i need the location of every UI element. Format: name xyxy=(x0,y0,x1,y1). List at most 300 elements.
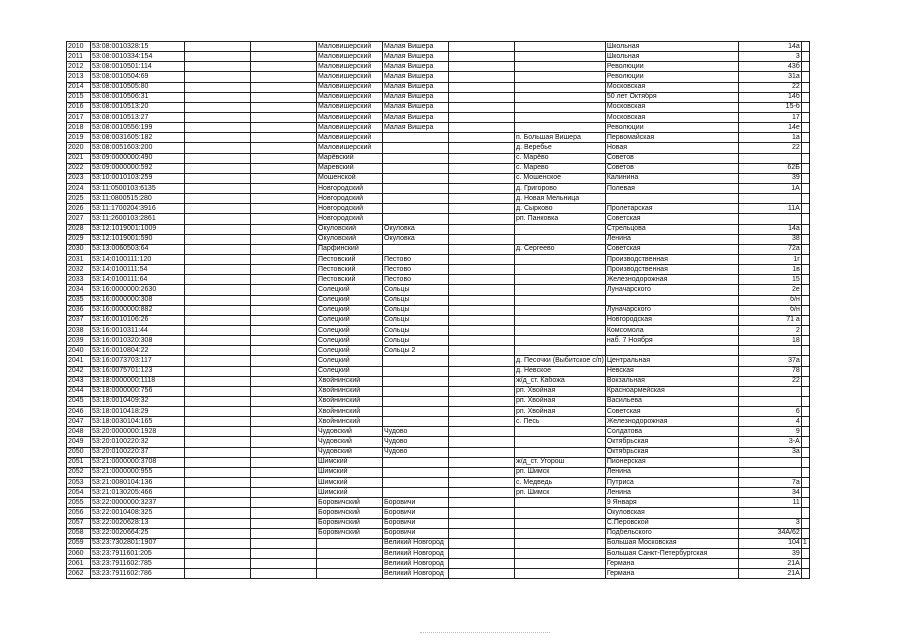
city-cell: Сольцы xyxy=(383,285,449,295)
house-cell: 15-б xyxy=(738,102,801,112)
street-cell: Германа xyxy=(605,569,738,579)
district-cell: Хвойнинский xyxy=(317,396,383,406)
blank-col-3-cell xyxy=(449,396,515,406)
locality-cell: ж/д_ст. Угорош xyxy=(515,457,606,467)
district-cell: Чудовский xyxy=(317,427,383,437)
street-cell: 9 Января xyxy=(605,498,738,508)
district-cell: Парфинский xyxy=(317,244,383,254)
street-cell: Вокзальная xyxy=(605,376,738,386)
blank-col-2-cell xyxy=(251,123,317,133)
locality-cell xyxy=(515,52,606,62)
locality-cell: с. Марёво xyxy=(515,153,606,163)
district-cell: Чудовский xyxy=(317,447,383,457)
extra-cell xyxy=(801,457,809,467)
blank-col-2-cell xyxy=(251,386,317,396)
locality-cell: рп. Шимск xyxy=(515,467,606,477)
table-row xyxy=(67,305,810,315)
street-cell: Центральная xyxy=(605,356,738,366)
table-row xyxy=(67,62,810,72)
row-number-cell: 2040 xyxy=(67,346,91,356)
street-cell: Революции xyxy=(605,62,738,72)
extra-cell xyxy=(801,569,809,579)
extra-cell xyxy=(801,478,809,488)
blank-col-3-cell xyxy=(449,92,515,102)
house-cell: 22 xyxy=(738,376,801,386)
blank-col-3-cell xyxy=(449,143,515,153)
street-cell: Железнодорожная xyxy=(605,275,738,285)
row-number-cell: 2057 xyxy=(67,518,91,528)
district-cell: Окуловский xyxy=(317,224,383,234)
blank-col-2-cell xyxy=(251,42,317,52)
blank-col-3-cell xyxy=(449,336,515,346)
row-number-cell: 2053 xyxy=(67,478,91,488)
blank-col-1-cell xyxy=(185,386,251,396)
cadastral-number-cell: 53:16:0010311:44 xyxy=(91,325,185,335)
city-cell: Боровичи xyxy=(383,518,449,528)
locality-cell: д. Сергеево xyxy=(515,244,606,254)
district-cell: Хвойнинский xyxy=(317,386,383,396)
blank-col-2-cell xyxy=(251,447,317,457)
extra-cell xyxy=(801,62,809,72)
street-cell: Комсомола xyxy=(605,325,738,335)
blank-col-1-cell xyxy=(185,437,251,447)
house-cell: 15 xyxy=(738,275,801,285)
blank-col-2-cell xyxy=(251,133,317,143)
district-cell: Маловишерский xyxy=(317,102,383,112)
city-cell: Сольцы xyxy=(383,305,449,315)
house-cell xyxy=(738,508,801,518)
table-row xyxy=(67,559,810,569)
row-number-cell: 2026 xyxy=(67,204,91,214)
locality-cell xyxy=(515,346,606,356)
city-cell: Пестово xyxy=(383,254,449,264)
street-cell xyxy=(605,194,738,204)
locality-cell: с. Мошенское xyxy=(515,173,606,183)
cadastral-number-cell: 53:12:1019001:590 xyxy=(91,234,185,244)
house-cell: 17 xyxy=(738,112,801,122)
locality-cell xyxy=(515,275,606,285)
blank-col-3-cell xyxy=(449,173,515,183)
district-cell: Маловишерский xyxy=(317,143,383,153)
extra-cell xyxy=(801,183,809,193)
extra-cell xyxy=(801,265,809,275)
blank-col-3-cell xyxy=(449,569,515,579)
blank-col-2-cell xyxy=(251,224,317,234)
table-row xyxy=(67,478,810,488)
city-cell: Малая Вишера xyxy=(383,72,449,82)
locality-cell xyxy=(515,528,606,538)
row-number-cell: 2038 xyxy=(67,325,91,335)
extra-cell xyxy=(801,325,809,335)
city-cell xyxy=(383,173,449,183)
house-cell xyxy=(738,194,801,204)
cadastral-number-cell: 53:22:0000000:3237 xyxy=(91,498,185,508)
district-cell: Солецкий xyxy=(317,356,383,366)
cadastral-number-cell: 53:14:0100111:54 xyxy=(91,265,185,275)
blank-col-2-cell xyxy=(251,518,317,528)
house-cell: 39 xyxy=(738,549,801,559)
blank-col-2-cell xyxy=(251,488,317,498)
street-cell: Красноармейская xyxy=(605,386,738,396)
table-row xyxy=(67,396,810,406)
city-cell: Окуловка xyxy=(383,234,449,244)
blank-col-2-cell xyxy=(251,549,317,559)
house-cell: 78 xyxy=(738,366,801,376)
house-cell: 3а xyxy=(738,447,801,457)
locality-cell xyxy=(515,92,606,102)
blank-col-1-cell xyxy=(185,549,251,559)
blank-col-1-cell xyxy=(185,518,251,528)
extra-cell xyxy=(801,204,809,214)
street-cell: Советов xyxy=(605,153,738,163)
extra-cell xyxy=(801,305,809,315)
blank-col-2-cell xyxy=(251,163,317,173)
city-cell: Чудово xyxy=(383,427,449,437)
city-cell xyxy=(383,153,449,163)
table-row xyxy=(67,437,810,447)
house-cell: 1в xyxy=(738,265,801,275)
blank-col-3-cell xyxy=(449,42,515,52)
table-row xyxy=(67,224,810,234)
cadastral-number-cell: 53:22:0010408:325 xyxy=(91,508,185,518)
locality-cell: д. Песочки (Выбитское с/п) xyxy=(515,356,606,366)
city-cell: Сольцы xyxy=(383,336,449,346)
blank-col-2-cell xyxy=(251,143,317,153)
blank-col-2-cell xyxy=(251,396,317,406)
house-cell: 14а xyxy=(738,224,801,234)
blank-col-2-cell xyxy=(251,336,317,346)
street-cell: Производственная xyxy=(605,265,738,275)
house-cell: 37а xyxy=(738,356,801,366)
blank-col-1-cell xyxy=(185,376,251,386)
row-number-cell: 2027 xyxy=(67,214,91,224)
blank-col-1-cell xyxy=(185,244,251,254)
locality-cell: д. Невское xyxy=(515,366,606,376)
city-cell xyxy=(383,488,449,498)
street-cell: Большая Московская xyxy=(605,538,738,548)
cadastral-number-cell: 53:23:7302801:1907 xyxy=(91,538,185,548)
row-number-cell: 2058 xyxy=(67,528,91,538)
house-cell: 11А xyxy=(738,204,801,214)
house-cell: б/н xyxy=(738,295,801,305)
blank-col-2-cell xyxy=(251,528,317,538)
extra-cell xyxy=(801,42,809,52)
table-row xyxy=(67,569,810,579)
city-cell: Великий Новгород xyxy=(383,569,449,579)
street-cell: Солдатова xyxy=(605,427,738,437)
city-cell: Великий Новгород xyxy=(383,549,449,559)
city-cell: Малая Вишера xyxy=(383,102,449,112)
city-cell: Сольцы xyxy=(383,315,449,325)
row-number-cell: 2062 xyxy=(67,569,91,579)
city-cell: Малая Вишера xyxy=(383,62,449,72)
street-cell: Производственная xyxy=(605,254,738,264)
blank-col-3-cell xyxy=(449,123,515,133)
locality-cell xyxy=(515,224,606,234)
blank-col-1-cell xyxy=(185,315,251,325)
city-cell xyxy=(383,204,449,214)
row-number-cell: 2021 xyxy=(67,153,91,163)
table-row xyxy=(67,386,810,396)
extra-cell xyxy=(801,508,809,518)
locality-cell xyxy=(515,265,606,275)
house-cell: 3-А xyxy=(738,437,801,447)
extra-cell xyxy=(801,336,809,346)
city-cell: Малая Вишера xyxy=(383,92,449,102)
cadastral-number-cell: 53:23:7911601:205 xyxy=(91,549,185,559)
street-cell: Ленина xyxy=(605,234,738,244)
blank-col-3-cell xyxy=(449,427,515,437)
table-row xyxy=(67,467,810,477)
city-cell: Малая Вишера xyxy=(383,52,449,62)
district-cell: Маловишерский xyxy=(317,133,383,143)
locality-cell xyxy=(515,234,606,244)
cadastral-number-cell: 53:16:0010320:308 xyxy=(91,336,185,346)
blank-col-3-cell xyxy=(449,183,515,193)
blank-col-1-cell xyxy=(185,325,251,335)
district-cell: Боровичский xyxy=(317,508,383,518)
cadastral-number-cell: 53:11:1700204:3916 xyxy=(91,204,185,214)
district-cell: Маловишерский xyxy=(317,52,383,62)
cadastral-number-cell: 53:11:0800515:280 xyxy=(91,194,185,204)
table-row xyxy=(67,82,810,92)
table-row xyxy=(67,528,810,538)
locality-cell xyxy=(515,305,606,315)
street-cell: наб. 7 Ноября xyxy=(605,336,738,346)
house-cell: 39 xyxy=(738,173,801,183)
blank-col-3-cell xyxy=(449,62,515,72)
cadastral-number-cell: 53:16:0073703:117 xyxy=(91,356,185,366)
street-cell: Большая Санкт-Петербургская xyxy=(605,549,738,559)
blank-col-2-cell xyxy=(251,275,317,285)
district-cell: Маловишерский xyxy=(317,92,383,102)
district-cell: Шимский xyxy=(317,478,383,488)
table-row xyxy=(67,153,810,163)
blank-col-1-cell xyxy=(185,265,251,275)
district-cell: Новгородский xyxy=(317,183,383,193)
cadastral-number-cell: 53:09:0000000:490 xyxy=(91,153,185,163)
cadastral-number-cell: 53:08:0010556:199 xyxy=(91,123,185,133)
locality-cell xyxy=(515,62,606,72)
blank-col-2-cell xyxy=(251,153,317,163)
street-cell: Революции xyxy=(605,72,738,82)
cadastral-number-cell: 53:08:0010506:31 xyxy=(91,92,185,102)
city-cell: Пестово xyxy=(383,265,449,275)
blank-col-1-cell xyxy=(185,366,251,376)
blank-col-3-cell xyxy=(449,305,515,315)
blank-col-1-cell xyxy=(185,102,251,112)
blank-col-2-cell xyxy=(251,194,317,204)
row-number-cell: 2023 xyxy=(67,173,91,183)
house-cell: 43б xyxy=(738,62,801,72)
blank-col-2-cell xyxy=(251,265,317,275)
city-cell: Малая Вишера xyxy=(383,42,449,52)
table-row xyxy=(67,488,810,498)
table-row xyxy=(67,244,810,254)
district-cell xyxy=(317,538,383,548)
row-number-cell: 2036 xyxy=(67,305,91,315)
row-number-cell: 2022 xyxy=(67,163,91,173)
blank-col-3-cell xyxy=(449,254,515,264)
row-number-cell: 2034 xyxy=(67,285,91,295)
blank-col-3-cell xyxy=(449,538,515,548)
street-cell: Новая xyxy=(605,143,738,153)
table-row xyxy=(67,52,810,62)
table-row xyxy=(67,407,810,417)
locality-cell xyxy=(515,447,606,457)
street-cell: Путриса xyxy=(605,478,738,488)
cadastral-number-cell: 53:08:0010513:27 xyxy=(91,112,185,122)
city-cell: Великий Новгород xyxy=(383,538,449,548)
house-cell: 38 xyxy=(738,234,801,244)
house-cell xyxy=(738,346,801,356)
house-cell xyxy=(738,457,801,467)
district-cell: Новгородский xyxy=(317,214,383,224)
table-row xyxy=(67,417,810,427)
district-cell: Мошенской xyxy=(317,173,383,183)
city-cell xyxy=(383,143,449,153)
blank-col-3-cell xyxy=(449,163,515,173)
blank-col-1-cell xyxy=(185,224,251,234)
extra-cell xyxy=(801,528,809,538)
blank-col-2-cell xyxy=(251,305,317,315)
table-row xyxy=(67,112,810,122)
district-cell: Солецкий xyxy=(317,315,383,325)
blank-col-1-cell xyxy=(185,204,251,214)
blank-col-3-cell xyxy=(449,72,515,82)
house-cell: 18 xyxy=(738,336,801,346)
cadastral-number-cell: 53:08:0010504:69 xyxy=(91,72,185,82)
cadastral-number-cell: 53:16:0000000:2630 xyxy=(91,285,185,295)
district-cell: Пестовский xyxy=(317,275,383,285)
street-cell: Советская xyxy=(605,244,738,254)
extra-cell xyxy=(801,92,809,102)
blank-col-3-cell xyxy=(449,559,515,569)
extra-cell xyxy=(801,254,809,264)
blank-col-1-cell xyxy=(185,163,251,173)
blank-col-1-cell xyxy=(185,194,251,204)
blank-col-1-cell xyxy=(185,356,251,366)
district-cell: Хвойнинский xyxy=(317,417,383,427)
cadastral-number-cell: 53:08:0010505:80 xyxy=(91,82,185,92)
blank-col-2-cell xyxy=(251,72,317,82)
street-cell: Германа xyxy=(605,559,738,569)
street-cell: Подбельского xyxy=(605,528,738,538)
address-table xyxy=(66,41,810,579)
row-number-cell: 2025 xyxy=(67,194,91,204)
row-number-cell: 2050 xyxy=(67,447,91,457)
street-cell: Ленина xyxy=(605,488,738,498)
city-cell: Чудово xyxy=(383,437,449,447)
cadastral-number-cell: 53:21:0080104:136 xyxy=(91,478,185,488)
blank-col-1-cell xyxy=(185,153,251,163)
house-cell: 21А xyxy=(738,559,801,569)
locality-cell: с. Медведь xyxy=(515,478,606,488)
blank-col-3-cell xyxy=(449,346,515,356)
district-cell: Солецкий xyxy=(317,325,383,335)
blank-col-3-cell xyxy=(449,224,515,234)
house-cell: 9 xyxy=(738,427,801,437)
extra-cell xyxy=(801,123,809,133)
blank-col-2-cell xyxy=(251,92,317,102)
row-number-cell: 2037 xyxy=(67,315,91,325)
blank-col-2-cell xyxy=(251,346,317,356)
table-row xyxy=(67,346,810,356)
blank-col-3-cell xyxy=(449,437,515,447)
blank-col-1-cell xyxy=(185,396,251,406)
street-cell: Луначарского xyxy=(605,285,738,295)
extra-cell xyxy=(801,275,809,285)
district-cell: Солецкий xyxy=(317,285,383,295)
street-cell: Окуловская xyxy=(605,508,738,518)
locality-cell: д. Григорово xyxy=(515,183,606,193)
locality-cell xyxy=(515,498,606,508)
blank-col-3-cell xyxy=(449,488,515,498)
cadastral-number-cell: 53:18:0010418:29 xyxy=(91,407,185,417)
extra-cell xyxy=(801,173,809,183)
table-row xyxy=(67,102,810,112)
locality-cell xyxy=(515,427,606,437)
district-cell: Маловишерский xyxy=(317,112,383,122)
city-cell xyxy=(383,163,449,173)
city-cell xyxy=(383,386,449,396)
blank-col-2-cell xyxy=(251,183,317,193)
house-cell: 14е xyxy=(738,123,801,133)
house-cell: 3 xyxy=(738,52,801,62)
blank-col-1-cell xyxy=(185,467,251,477)
locality-cell xyxy=(515,254,606,264)
row-number-cell: 2030 xyxy=(67,244,91,254)
blank-col-3-cell xyxy=(449,194,515,204)
district-cell: Солецкий xyxy=(317,305,383,315)
cadastral-number-cell: 53:18:0000000:756 xyxy=(91,386,185,396)
city-cell: Пестово xyxy=(383,275,449,285)
cadastral-number-cell: 53:08:0010328:15 xyxy=(91,42,185,52)
table-row xyxy=(67,366,810,376)
locality-cell xyxy=(515,42,606,52)
extra-cell xyxy=(801,366,809,376)
row-number-cell: 2032 xyxy=(67,265,91,275)
blank-col-2-cell xyxy=(251,204,317,214)
extra-cell xyxy=(801,52,809,62)
cadastral-number-cell: 53:23:7911602:786 xyxy=(91,569,185,579)
city-cell: Сольцы 2 xyxy=(383,346,449,356)
blank-col-2-cell xyxy=(251,173,317,183)
locality-cell: п. Большая Вишера xyxy=(515,133,606,143)
table-row xyxy=(67,457,810,467)
extra-cell xyxy=(801,234,809,244)
blank-col-1-cell xyxy=(185,488,251,498)
city-cell xyxy=(383,356,449,366)
city-cell: Малая Вишера xyxy=(383,123,449,133)
extra-cell xyxy=(801,153,809,163)
blank-col-3-cell xyxy=(449,407,515,417)
table-row xyxy=(67,356,810,366)
blank-col-1-cell xyxy=(185,82,251,92)
district-cell xyxy=(317,559,383,569)
street-cell: Октябрьская xyxy=(605,447,738,457)
blank-col-2-cell xyxy=(251,467,317,477)
street-cell: Московская xyxy=(605,112,738,122)
row-number-cell: 2044 xyxy=(67,386,91,396)
house-cell: 104 xyxy=(738,538,801,548)
house-cell: 2 xyxy=(738,325,801,335)
district-cell: Новгородский xyxy=(317,204,383,214)
blank-col-3-cell xyxy=(449,467,515,477)
row-number-cell: 2024 xyxy=(67,183,91,193)
house-cell xyxy=(738,214,801,224)
blank-col-1-cell xyxy=(185,133,251,143)
